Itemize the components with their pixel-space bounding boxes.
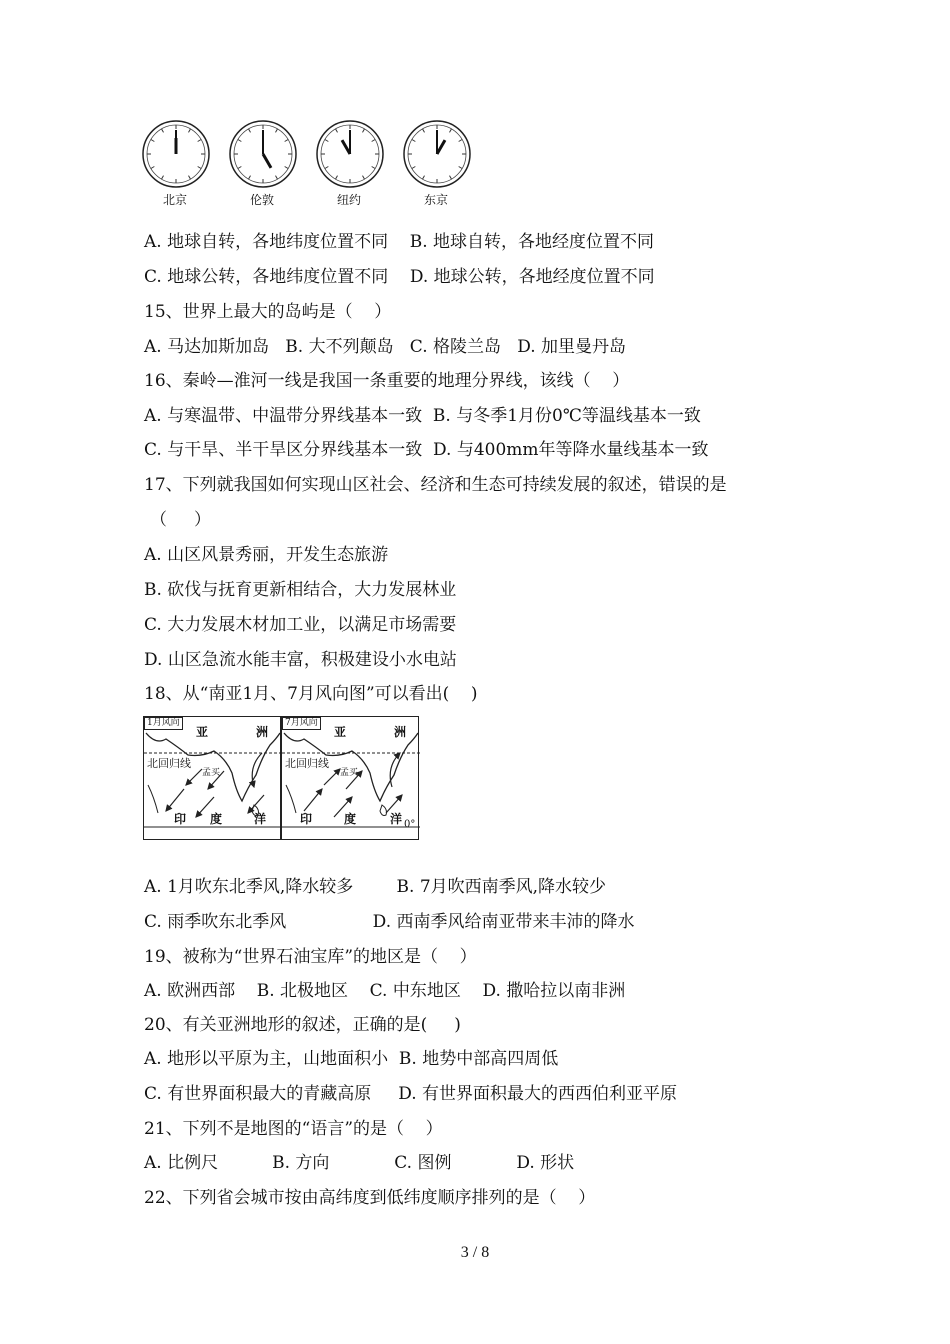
clock-face-3 bbox=[404, 121, 470, 187]
q18-stem: 18、从“南亚1月、7月风向图”可以看出( ) bbox=[144, 684, 478, 704]
q17-option-d: D. 山区急流水能丰富，积极建设小水电站 bbox=[144, 650, 457, 670]
map-jan-tropic: 北回归线 bbox=[147, 757, 191, 770]
map-jan-yang: 洋 bbox=[254, 812, 267, 826]
q18-option-ab: A. 1月吹东北季风,降水较多 B. 7月吹西南季风,降水较少 bbox=[144, 877, 607, 897]
map-jul-tropic: 北回归线 bbox=[285, 757, 329, 770]
q21-options: A. 比例尺 B. 方向 C. 图例 D. 形状 bbox=[144, 1153, 575, 1173]
clock-label-newyork: 纽约 bbox=[336, 193, 361, 207]
q16-option-cd: C. 与干旱、半干旱区分界线基本一致 D. 与400mm年等降水量线基本一致 bbox=[144, 440, 709, 460]
q17-option-a: A. 山区风景秀丽，开发生态旅游 bbox=[144, 545, 389, 565]
q17-option-c: C. 大力发展木材加工业，以满足市场需要 bbox=[144, 615, 457, 635]
south-asia-wind-maps bbox=[143, 716, 421, 840]
q14-option-ab: A. 地球自转，各地纬度位置不同 B. 地球自转，各地经度位置不同 bbox=[144, 232, 654, 252]
map-jul-city: 孟买 bbox=[340, 768, 359, 778]
q16-option-ab: A. 与寒温带、中温带分界线基本一致 B. 与冬季1月份0℃等温线基本一致 bbox=[144, 406, 701, 426]
map-jul-yang: 洋 bbox=[390, 812, 403, 826]
q22-stem: 22、下列省会城市按由高纬度到低纬度顺序排列的是（ ） bbox=[144, 1188, 596, 1208]
clock-face-0 bbox=[143, 121, 209, 187]
map-jul-du: 度 bbox=[344, 812, 357, 826]
clock-face-2 bbox=[317, 121, 383, 187]
map-january bbox=[143, 716, 281, 840]
q15-stem: 15、世界上最大的岛屿是（ ） bbox=[144, 302, 392, 322]
q21-stem: 21、下列不是地图的“语言”的是（ ） bbox=[144, 1119, 443, 1139]
clocks-figure bbox=[140, 118, 480, 210]
clock-label-beijing: 北京 bbox=[162, 193, 187, 207]
q17-stem: 17、下列就我国如何实现山区社会、经济和生态可持续发展的叙述，错误的是 bbox=[144, 475, 727, 495]
map-jan-zhou: 洲 bbox=[256, 725, 269, 739]
page-number: 3 / 8 bbox=[460, 1244, 490, 1261]
clock-face-1 bbox=[230, 121, 296, 187]
q18-option-cd: C. 雨季吹东北季风 D. 西南季风给南亚带来丰沛的降水 bbox=[144, 912, 635, 932]
map-jul-yin: 印 bbox=[300, 812, 313, 826]
map-january-tag: 1月风向 bbox=[144, 717, 183, 730]
q14-option-cd: C. 地球公转，各地纬度位置不同 D. 地球公转，各地经度位置不同 bbox=[144, 267, 655, 287]
clock-label-london: 伦敦 bbox=[249, 193, 274, 207]
q20-stem: 20、有关亚洲地形的叙述，正确的是( ) bbox=[144, 1015, 461, 1035]
q20-option-cd: C. 有世界面积最大的青藏高原 D. 有世界面积最大的西西伯利亚平原 bbox=[144, 1084, 678, 1104]
q20-option-ab: A. 地形以平原为主，山地面积小 B. 地势中部高四周低 bbox=[144, 1049, 559, 1069]
map-jan-city: 孟买 bbox=[202, 768, 221, 778]
map-jul-zero: 0° bbox=[404, 819, 416, 830]
q17-option-b: B. 砍伐与抚育更新相结合，大力发展林业 bbox=[144, 580, 457, 600]
map-jul-asia: 亚 bbox=[334, 725, 347, 739]
map-jul-zhou: 洲 bbox=[394, 725, 407, 739]
q17-stem-bracket: （ ） bbox=[150, 510, 212, 530]
map-july-tag: 7月风向 bbox=[282, 717, 321, 730]
q19-stem: 19、被称为“世界石油宝库”的地区是（ ） bbox=[144, 947, 477, 967]
map-jan-asia: 亚 bbox=[196, 725, 209, 739]
map-july bbox=[281, 716, 419, 840]
clock-label-tokyo: 东京 bbox=[423, 193, 448, 207]
map-jan-du: 度 bbox=[210, 812, 223, 826]
q16-stem: 16、秦岭—淮河一线是我国一条重要的地理分界线，该线（ ） bbox=[144, 371, 630, 391]
q19-options: A. 欧洲西部 B. 北极地区 C. 中东地区 D. 撒哈拉以南非洲 bbox=[144, 981, 626, 1001]
map-jan-yin: 印 bbox=[174, 812, 187, 826]
q15-options: A. 马达加斯加岛 B. 大不列颠岛 C. 格陵兰岛 D. 加里曼丹岛 bbox=[144, 337, 627, 357]
